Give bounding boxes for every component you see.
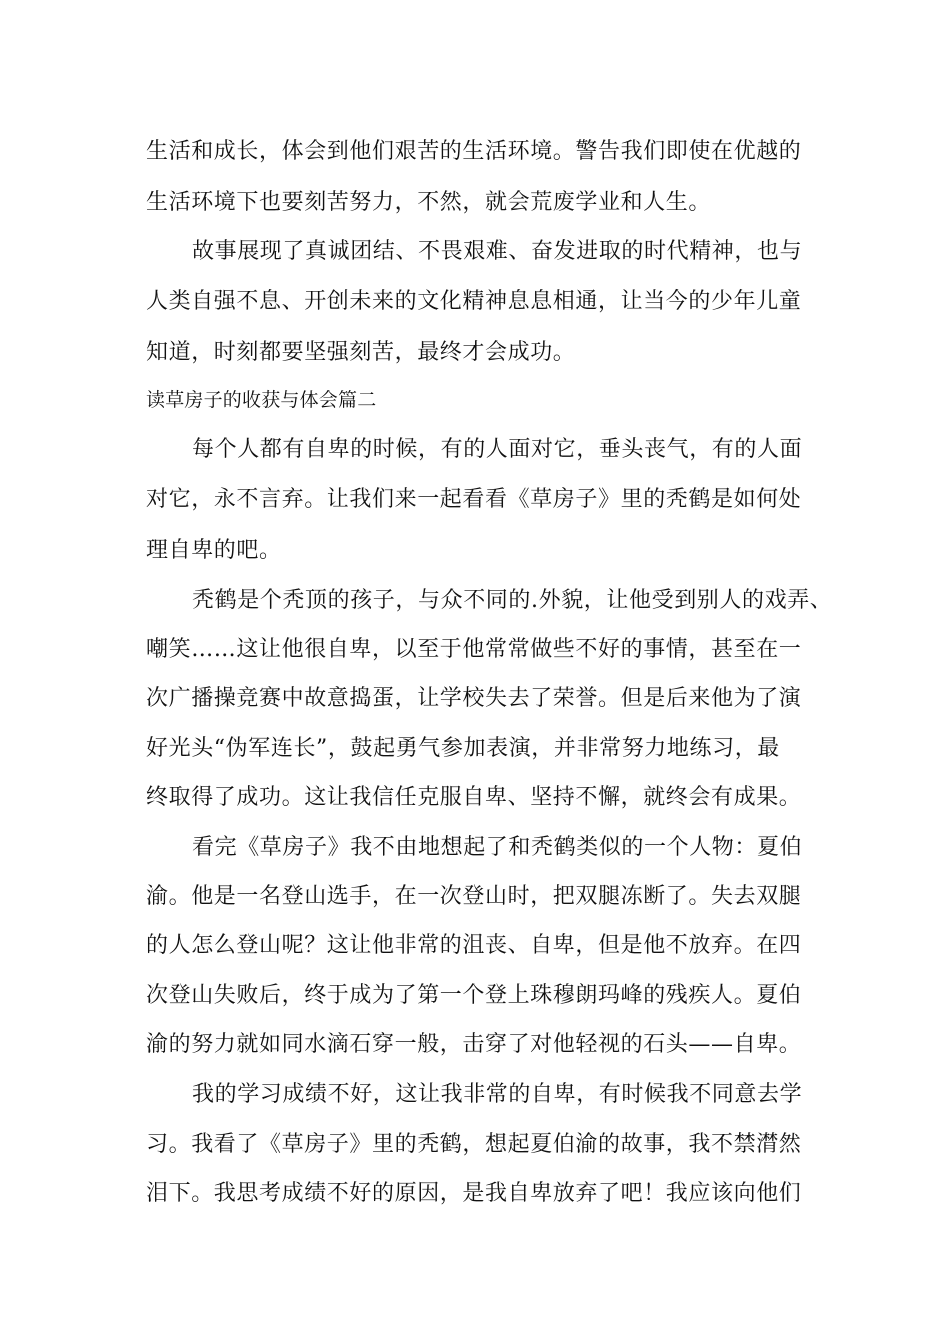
text-line: 的人怎么登山呢？这让他非常的沮丧、自卑，但是他不放弃。在四 <box>146 933 802 958</box>
text-line: 秃鹤是个秃顶的孩子，与众不同的.外貌，让他受到别人的戏弄、 <box>192 588 833 613</box>
text-line: 泪下。我思考成绩不好的原因，是我自卑放弃了吧！我应该向他们 <box>146 1181 802 1206</box>
text-line: 对它，永不言弃。让我们来一起看看《草房子》里的秃鹤是如何处 <box>146 487 802 512</box>
text-line: 次广播操竞赛中故意捣蛋，让学校失去了荣誉。但是后来他为了演 <box>146 686 802 711</box>
text-line: 嘲笑……这让他很自卑，以至于他常常做些不好的事情，甚至在一 <box>146 637 802 662</box>
text-line: 生活环境下也要刻苦努力，不然，就会荒废学业和人生。 <box>146 190 712 215</box>
text-line: 故事展现了真诚团结、不畏艰难、奋发进取的时代精神，也与 <box>192 239 803 264</box>
text-line: 我的学习成绩不好，这让我非常的自卑，有时候我不同意去学 <box>192 1082 803 1107</box>
text-line: 人类自强不息、开创未来的文化精神息息相通，让当今的少年儿童 <box>146 289 802 314</box>
text-line: 渝的努力就如同水滴石穿一般，击穿了对他轻视的石头——自卑。 <box>146 1032 802 1057</box>
text-line: 看完《草房子》我不由地想起了和秃鹤类似的一个人物：夏伯 <box>192 835 803 860</box>
text-line: 理自卑的吧。 <box>146 538 282 563</box>
text-line: 知道，时刻都要坚强刻苦，最终才会成功。 <box>146 340 576 365</box>
text-line: 次登山失败后，终于成为了第一个登上珠穆朗玛峰的残疾人。夏伯 <box>146 983 802 1008</box>
text-line: 生活和成长，体会到他们艰苦的生活环境。警告我们即使在优越的 <box>146 139 802 164</box>
text-line: 好光头“伪军连长”，鼓起勇气参加表演，并非常努力地练习，最 <box>146 736 780 761</box>
text-line: 每个人都有自卑的时候，有的人面对它，垂头丧气，有的人面 <box>192 437 803 462</box>
text-line: 渝。他是一名登山选手，在一次登山时，把双腿冻断了。失去双腿 <box>146 884 802 909</box>
section-heading: 读草房子的收获与体会篇二 <box>146 389 377 411</box>
text-line: 习。我看了《草房子》里的秃鹤，想起夏伯渝的故事，我不禁潸然 <box>146 1132 802 1157</box>
text-line: 终取得了成功。这让我信任克服自卑、坚持不懈，就终会有成果。 <box>146 785 802 810</box>
